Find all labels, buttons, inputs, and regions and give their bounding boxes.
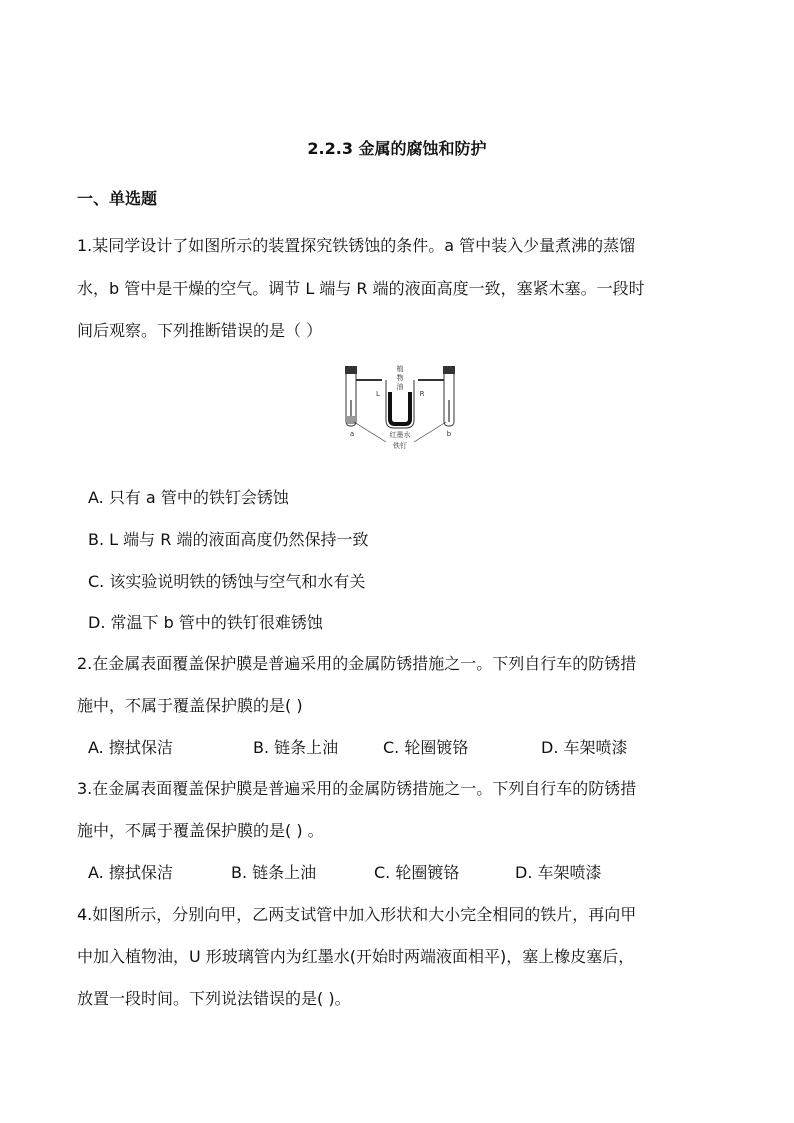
- tube-a-label: a: [349, 430, 355, 438]
- q3-option-b: B. 链条上油: [231, 863, 317, 882]
- q2-option-c: C. 轮圈镀铬: [383, 738, 469, 757]
- oil-label-2: 物: [396, 374, 404, 382]
- q3-stem-line-1: 3.在金属表面覆盖保护膜是普遍采用的金属防锈措施之一。下列自行车的防锈措: [77, 779, 637, 798]
- q1-option-d: D. 常温下 b 管中的铁钉很难锈蚀: [88, 613, 323, 632]
- q2-stem-line-1: 2.在金属表面覆盖保护膜是普遍采用的金属防锈措施之一。下列自行车的防锈措: [77, 654, 637, 673]
- left-end-label: L: [376, 390, 380, 398]
- q1-option-c: C. 该实验说明铁的锈蚀与空气和水有关: [88, 572, 366, 591]
- q1-stem-line-3: 间后观察。下列推断错误的是（ ）: [77, 321, 323, 340]
- u-tube-apparatus-figure: [338, 362, 464, 454]
- q3-stem-line-2: 施中，不属于覆盖保护膜的是( ) 。: [77, 821, 324, 840]
- q4-stem-line-3: 放置一段时间。下列说法错误的是( )。: [77, 989, 351, 1008]
- q2-stem-line-2: 施中，不属于覆盖保护膜的是( ): [77, 696, 303, 715]
- nail-label: 铁钉: [393, 442, 407, 450]
- tube-b-label: b: [446, 430, 452, 438]
- tube-b-stopper: [443, 366, 455, 374]
- q1-option-b: B. L 端与 R 端的液面高度仍然保持一致: [88, 530, 369, 549]
- page-title: 2.2.3 金属的腐蚀和防护: [307, 139, 487, 158]
- oil-label-3: 油: [396, 383, 404, 391]
- section-heading: 一、单选题: [77, 189, 158, 208]
- leader-line-a: [354, 422, 386, 442]
- oil-label-1: 植: [396, 365, 404, 373]
- q4-stem-line-1: 4.如图所示，分别向甲，乙两支试管中加入形状和大小完全相同的铁片，再向甲: [77, 905, 637, 924]
- q3-option-c: C. 轮圈镀铬: [374, 863, 460, 882]
- right-end-label: R: [419, 390, 425, 398]
- q1-stem-line-1: 1.某同学设计了如图所示的装置探究铁锈蚀的条件。a 管中装入少量煮沸的蒸馏: [77, 236, 636, 255]
- leader-line-b: [414, 422, 446, 442]
- q4-stem-line-2: 中加入植物油，U 形玻璃管内为红墨水(开始时两端液面相平)，塞上橡皮塞后，: [77, 947, 635, 966]
- q3-option-d: D. 车架喷漆: [515, 863, 602, 882]
- ink-label: 红墨水: [389, 431, 411, 439]
- q3-option-a: A. 擦拭保洁: [88, 863, 173, 882]
- q2-option-a: A. 擦拭保洁: [88, 738, 173, 757]
- q1-option-a: A. 只有 a 管中的铁钉会锈蚀: [88, 488, 289, 507]
- q2-option-b: B. 链条上油: [253, 738, 339, 757]
- q2-option-d: D. 车架喷漆: [541, 738, 628, 757]
- q1-stem-line-2: 水，b 管中是干燥的空气。调节 L 端与 R 端的液面高度一致，塞紧木塞。一段时: [77, 279, 645, 298]
- tube-a-stopper: [345, 366, 357, 374]
- tube-a-water: [347, 416, 355, 424]
- u-tube-ink: [390, 392, 410, 424]
